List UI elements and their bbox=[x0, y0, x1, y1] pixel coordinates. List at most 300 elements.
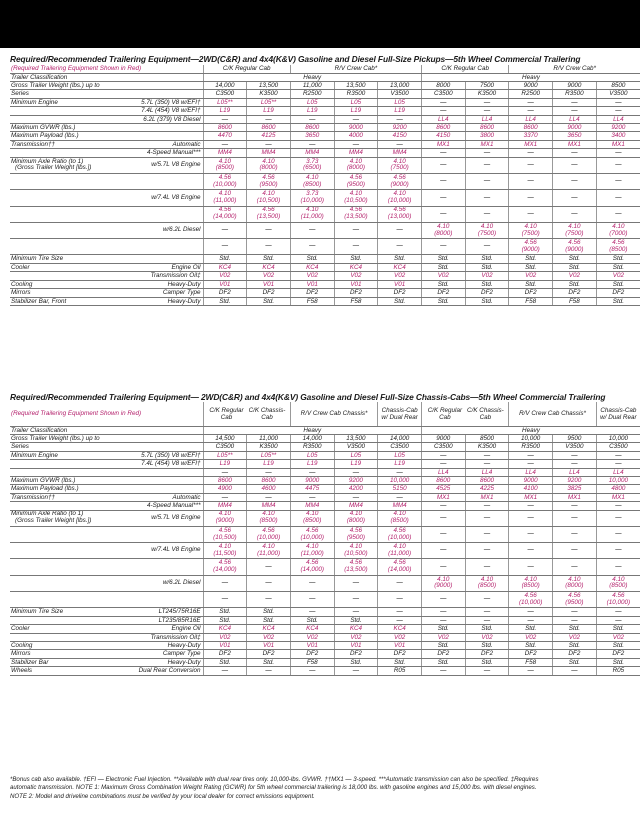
table-row bbox=[10, 493, 640, 501]
table-cell bbox=[596, 667, 640, 675]
classification-value: Heavy bbox=[421, 426, 640, 434]
table-cell bbox=[378, 485, 422, 493]
cell-line: — bbox=[309, 115, 316, 123]
table-cell bbox=[465, 289, 509, 297]
table-cell bbox=[290, 476, 334, 484]
table-cell bbox=[421, 650, 465, 658]
table-cell bbox=[509, 559, 553, 575]
cell-line: 9000 bbox=[348, 124, 363, 132]
cell-line: — bbox=[615, 451, 622, 459]
table-cell bbox=[509, 658, 553, 666]
cell-line: V01 bbox=[219, 641, 231, 649]
row-sublabel bbox=[123, 206, 203, 222]
table-cell bbox=[378, 502, 422, 510]
cell-line: (10,000) bbox=[606, 598, 631, 606]
table-cell bbox=[334, 592, 378, 608]
cell-line: DF2 bbox=[524, 289, 537, 297]
cell-line: Std. bbox=[481, 297, 493, 305]
table-row bbox=[10, 149, 640, 157]
cell-line: Std. bbox=[612, 263, 624, 271]
table-cell bbox=[247, 289, 291, 297]
table-cell bbox=[378, 239, 422, 255]
cell-line: DF2 bbox=[393, 289, 406, 297]
table-cell bbox=[247, 451, 291, 459]
cell-line: L05** bbox=[217, 451, 233, 459]
table-cell bbox=[509, 616, 553, 624]
table-cell bbox=[247, 174, 291, 190]
table-cell bbox=[290, 658, 334, 666]
row-label bbox=[10, 280, 123, 288]
table-cell bbox=[596, 650, 640, 658]
cell-line: Std. bbox=[262, 658, 275, 666]
table-cell bbox=[553, 641, 597, 649]
cell-line: — bbox=[615, 608, 622, 616]
table-cell bbox=[465, 658, 509, 666]
row-label bbox=[10, 124, 123, 132]
table-cell bbox=[334, 650, 378, 658]
row-label-text: Series bbox=[11, 90, 29, 98]
table-cell bbox=[247, 280, 291, 288]
table-cell bbox=[203, 157, 247, 173]
table-cell bbox=[290, 174, 334, 190]
cell-line: K3500 bbox=[477, 443, 497, 451]
table-cell bbox=[378, 149, 422, 157]
cell-line: — bbox=[352, 115, 360, 123]
table-cell bbox=[596, 263, 640, 271]
cell-line: — bbox=[571, 107, 578, 115]
cell-line: (7500) bbox=[565, 229, 584, 237]
cell-line: 4.10 bbox=[262, 190, 275, 198]
row-label bbox=[10, 90, 123, 98]
row-label bbox=[10, 451, 123, 459]
row-label-text: Series bbox=[11, 443, 29, 451]
table-cell bbox=[509, 115, 553, 123]
table-row bbox=[10, 510, 640, 526]
table-cell bbox=[421, 592, 465, 608]
table-cell bbox=[421, 575, 465, 591]
table-cell bbox=[596, 157, 640, 173]
cell-line: — bbox=[440, 177, 447, 185]
cell-line: KC4 bbox=[262, 263, 275, 271]
table-cell bbox=[465, 115, 509, 123]
table-cell bbox=[465, 485, 509, 493]
table-cell bbox=[553, 157, 597, 173]
table-cell bbox=[334, 476, 378, 484]
cell-line: — bbox=[309, 468, 316, 476]
cell-line: Std. bbox=[481, 255, 493, 263]
cell-line: 8600 bbox=[479, 124, 494, 132]
table-cell bbox=[247, 90, 291, 98]
cell-line: DF2 bbox=[437, 650, 450, 658]
cell-line: Std. bbox=[437, 280, 449, 288]
table-cell bbox=[290, 434, 334, 442]
table-cell bbox=[421, 174, 465, 190]
cell-line: 4.10 bbox=[218, 543, 231, 550]
table-cell bbox=[290, 297, 334, 305]
cell-line: Std. bbox=[350, 616, 362, 624]
table-cell bbox=[290, 608, 334, 616]
table-cell bbox=[378, 476, 422, 484]
table-cell bbox=[247, 190, 291, 206]
table-cell bbox=[596, 115, 640, 123]
table-cell bbox=[509, 289, 553, 297]
table-cell bbox=[203, 82, 247, 90]
table-cell bbox=[247, 222, 291, 238]
cell-line: 4.10 bbox=[306, 173, 319, 181]
cell-line: — bbox=[440, 595, 447, 603]
cell-line: 4.10 bbox=[262, 157, 275, 165]
table-cell bbox=[378, 206, 422, 222]
table-cell bbox=[203, 667, 247, 675]
cell-line: Std. bbox=[612, 658, 624, 666]
table-cell bbox=[553, 272, 597, 280]
cell-line: — bbox=[571, 513, 578, 521]
row-label-text: Minimum Axle Ratio (to 1) bbox=[11, 510, 84, 518]
table-cell bbox=[290, 650, 334, 658]
row-label-text: Maximum GVWR (lbs.) bbox=[11, 124, 76, 132]
cell-line: — bbox=[527, 667, 534, 675]
cell-line: 8000 bbox=[436, 82, 451, 90]
cell-line: — bbox=[527, 546, 534, 554]
table-cell bbox=[553, 625, 597, 633]
row-label-text: Cooler bbox=[11, 263, 30, 271]
table-cell bbox=[596, 82, 640, 90]
table-cell bbox=[465, 510, 509, 526]
cell-line: LL4 bbox=[569, 468, 580, 476]
table-cell bbox=[334, 157, 378, 173]
table-cell bbox=[203, 493, 247, 501]
group-header bbox=[596, 402, 640, 426]
footnote-line: *Bonus cab also available. †EFI — Electronic Fuel Injection. **Available with dual rear tires only. 10,000-lbs. GVWR. ††MX1 — 3-speed. ***Automatic transmission can also be specified. ‡Requires bbox=[10, 776, 539, 783]
table-cell bbox=[509, 272, 553, 280]
cell-line: DF2 bbox=[612, 289, 625, 297]
table-cell bbox=[290, 255, 334, 263]
table-cell bbox=[553, 90, 597, 98]
table-cell bbox=[596, 107, 640, 115]
cell-line: — bbox=[396, 608, 403, 616]
table-cell bbox=[465, 543, 509, 559]
table-cell bbox=[553, 667, 597, 675]
cell-line: 4.10 bbox=[306, 510, 319, 518]
cell-line: LL4 bbox=[613, 468, 624, 476]
table-row bbox=[10, 157, 640, 173]
row-sublabel: Heavy-Duty bbox=[123, 280, 203, 288]
pickups-section bbox=[0, 54, 640, 306]
table-cell bbox=[596, 476, 640, 484]
row-sublabel bbox=[123, 132, 203, 140]
cell-line: — bbox=[527, 460, 534, 468]
table-cell bbox=[421, 115, 465, 123]
table-cell bbox=[509, 255, 553, 263]
cell-line: MM4 bbox=[305, 502, 320, 510]
table-cell bbox=[509, 263, 553, 271]
table-cell bbox=[290, 115, 334, 123]
cell-line: 4.56 bbox=[218, 206, 231, 214]
cell-line: — bbox=[309, 493, 316, 501]
table-cell bbox=[203, 434, 247, 442]
table-cell bbox=[247, 633, 291, 641]
cell-line: L19 bbox=[394, 107, 405, 115]
cell-line: 9200 bbox=[348, 476, 363, 484]
cell-line: LL4 bbox=[481, 468, 493, 476]
cell-line: KC4 bbox=[349, 625, 363, 633]
table-cell bbox=[334, 90, 378, 98]
cell-line: 8600 bbox=[436, 124, 451, 132]
cell-line: — bbox=[396, 226, 403, 234]
table-cell bbox=[421, 434, 465, 442]
row-sublabel: Engine Oil bbox=[123, 263, 203, 271]
cell-line: — bbox=[396, 468, 403, 476]
table-row bbox=[10, 502, 640, 510]
table-cell bbox=[290, 107, 334, 115]
table-cell bbox=[553, 451, 597, 459]
row-sublabel: Dual Rear Conversion bbox=[123, 667, 203, 675]
cell-line: V02 bbox=[481, 272, 493, 280]
group-header-part: C/K Regular Cab bbox=[209, 406, 244, 421]
row-label bbox=[10, 543, 123, 559]
table-cell bbox=[465, 222, 509, 238]
table-cell bbox=[290, 190, 334, 206]
cell-line: 4600 bbox=[261, 485, 276, 493]
cell-line: R3500 bbox=[565, 90, 584, 98]
table-cell bbox=[290, 90, 334, 98]
cell-line: Std. bbox=[394, 255, 406, 263]
row-label bbox=[10, 140, 123, 148]
cell-line: C3500 bbox=[434, 90, 453, 98]
cell-line: 4.10 bbox=[437, 222, 450, 230]
cell-line: — bbox=[527, 562, 534, 570]
table-cell bbox=[553, 140, 597, 148]
cell-line: (10,000) bbox=[300, 196, 324, 204]
table-cell bbox=[247, 543, 291, 559]
cell-line: MX1 bbox=[480, 140, 494, 148]
table-cell bbox=[596, 468, 640, 476]
cell-line: (10,000) bbox=[518, 598, 543, 606]
row-sublabel bbox=[123, 124, 203, 132]
table-cell bbox=[378, 115, 422, 123]
table-row bbox=[10, 190, 640, 206]
table-row bbox=[10, 650, 640, 658]
table-cell bbox=[378, 255, 422, 263]
cell-line: 10,000 bbox=[521, 434, 541, 442]
cell-line: (9000) bbox=[565, 245, 584, 253]
group-header: C/K Regular Cab bbox=[421, 65, 508, 73]
cell-line: V02 bbox=[437, 633, 449, 641]
cell-line: — bbox=[527, 177, 534, 185]
cell-line: — bbox=[440, 562, 447, 570]
cell-line: Std. bbox=[262, 255, 275, 263]
table-cell bbox=[509, 434, 553, 442]
row-sublabel: w/6.2L Diesel bbox=[123, 222, 203, 238]
cell-line: V01 bbox=[350, 641, 362, 649]
table-cell bbox=[203, 443, 247, 451]
cell-line: DF2 bbox=[612, 650, 625, 658]
cell-line: 5150 bbox=[392, 485, 407, 493]
table-cell bbox=[247, 616, 291, 624]
cell-line: 4.56 bbox=[306, 559, 319, 567]
row-sublabel bbox=[123, 476, 203, 484]
cell-line: — bbox=[571, 460, 578, 468]
footnotes bbox=[10, 776, 635, 801]
table-cell bbox=[290, 633, 334, 641]
cell-line: MM4 bbox=[261, 502, 276, 510]
cell-line: 4900 bbox=[217, 485, 232, 493]
cell-line: L05 bbox=[394, 98, 405, 106]
table-cell bbox=[465, 526, 509, 542]
cell-line: 4.10 bbox=[393, 510, 406, 518]
cell-line: — bbox=[265, 595, 272, 603]
table-row bbox=[10, 543, 640, 559]
cell-line: (8500) bbox=[390, 517, 409, 525]
table-cell bbox=[421, 608, 465, 616]
row-label: Trailer Classification bbox=[10, 73, 203, 81]
cell-line: 4100 bbox=[523, 485, 538, 493]
table-cell bbox=[378, 297, 422, 305]
cell-line: MX1 bbox=[524, 493, 538, 501]
cell-line: L05 bbox=[350, 451, 362, 459]
row-label bbox=[10, 222, 123, 238]
cell-line: — bbox=[571, 530, 578, 538]
table-cell bbox=[596, 633, 640, 641]
table-cell bbox=[596, 502, 640, 510]
cell-line: Std. bbox=[262, 297, 275, 305]
table-cell bbox=[509, 575, 553, 591]
row-label bbox=[10, 616, 123, 624]
table-cell bbox=[509, 476, 553, 484]
row-label bbox=[10, 272, 123, 280]
cell-line: 4.56 bbox=[612, 591, 625, 599]
cell-line: 4.10 bbox=[306, 543, 319, 550]
group-header-part: R/V Crew Cab Chassis* bbox=[519, 410, 586, 418]
cell-line: MX1 bbox=[611, 140, 625, 148]
table-cell bbox=[596, 510, 640, 526]
cell-line: — bbox=[527, 107, 534, 115]
table-cell bbox=[421, 90, 465, 98]
table-cell bbox=[203, 107, 247, 115]
cell-line: — bbox=[440, 460, 447, 468]
cell-line: — bbox=[615, 562, 622, 570]
table-cell bbox=[334, 239, 378, 255]
table-cell bbox=[421, 625, 465, 633]
table-cell bbox=[247, 641, 291, 649]
row-label bbox=[10, 650, 123, 658]
table-cell bbox=[465, 174, 509, 190]
cell-line: (8000) bbox=[434, 229, 453, 237]
table-cell bbox=[378, 90, 422, 98]
row-sublabel bbox=[123, 526, 203, 542]
table-row bbox=[10, 115, 640, 123]
cell-line: Std. bbox=[437, 641, 449, 649]
cell-line: — bbox=[527, 502, 534, 510]
cell-line: — bbox=[396, 595, 403, 603]
row-sublabel: Transmission Oil‡ bbox=[123, 272, 203, 280]
group-header-row bbox=[10, 402, 640, 426]
table-cell bbox=[596, 485, 640, 493]
table-cell bbox=[203, 140, 247, 148]
row-label-text: Gross Trailer Weight (lbs.) up to bbox=[11, 434, 100, 442]
cell-line: 8600 bbox=[261, 124, 276, 132]
cell-line: L05 bbox=[394, 451, 405, 459]
cell-line: — bbox=[571, 667, 578, 675]
cell-line: (10,000) bbox=[387, 196, 412, 204]
cell-line: MM4 bbox=[392, 502, 407, 510]
table-cell bbox=[334, 559, 378, 575]
table-cell bbox=[465, 272, 509, 280]
table-cell bbox=[290, 460, 334, 468]
table-cell bbox=[290, 543, 334, 559]
table-cell bbox=[290, 149, 334, 157]
table-row bbox=[10, 658, 640, 666]
table-cell bbox=[334, 132, 378, 140]
table-cell bbox=[553, 132, 597, 140]
cell-line: C3500 bbox=[215, 90, 235, 98]
cell-line: Std. bbox=[219, 608, 231, 616]
table-cell bbox=[247, 658, 291, 666]
table-cell bbox=[378, 174, 422, 190]
cell-line: 11,000 bbox=[302, 82, 322, 90]
table-row bbox=[10, 272, 640, 280]
table-cell bbox=[553, 190, 597, 206]
table-cell bbox=[465, 434, 509, 442]
table-cell bbox=[378, 510, 422, 526]
table-cell bbox=[596, 460, 640, 468]
cell-line: Std. bbox=[525, 255, 537, 263]
table-cell bbox=[203, 650, 247, 658]
cell-line: (10,500) bbox=[344, 549, 368, 557]
cell-line: KC4 bbox=[349, 263, 363, 271]
table-cell bbox=[596, 289, 640, 297]
cell-line: KC4 bbox=[306, 625, 319, 633]
table-cell bbox=[596, 124, 640, 132]
cell-line: — bbox=[440, 530, 447, 538]
table-cell bbox=[378, 124, 422, 132]
table-cell bbox=[334, 667, 378, 675]
row-label bbox=[10, 502, 123, 510]
row-sublabel: Automatic bbox=[123, 140, 203, 148]
cell-line: Std. bbox=[525, 625, 537, 633]
table-cell bbox=[378, 451, 422, 459]
row-label-text: Transmission†† bbox=[11, 140, 55, 148]
table-cell bbox=[334, 174, 378, 190]
table-cell bbox=[334, 485, 378, 493]
cell-line: (9000) bbox=[215, 517, 234, 525]
table-cell bbox=[421, 272, 465, 280]
black-header-band bbox=[0, 0, 640, 48]
table-cell bbox=[553, 608, 597, 616]
cell-line: — bbox=[571, 209, 578, 217]
table-cell bbox=[421, 451, 465, 459]
cell-line: V01 bbox=[306, 641, 318, 649]
row-label bbox=[10, 526, 123, 542]
table-cell bbox=[421, 124, 465, 132]
cell-line: Std. bbox=[612, 625, 624, 633]
cell-line: Std. bbox=[525, 280, 537, 288]
cell-line: — bbox=[527, 608, 534, 616]
table-cell bbox=[465, 255, 509, 263]
cell-line: V3500 bbox=[390, 90, 409, 98]
cell-line: (14,000) bbox=[387, 566, 412, 574]
table-row bbox=[10, 633, 640, 641]
cell-line: C3500 bbox=[609, 443, 628, 451]
table-cell bbox=[247, 124, 291, 132]
cell-line: 4.10 bbox=[393, 157, 406, 165]
table-cell bbox=[553, 485, 597, 493]
cell-line: 4.56 bbox=[349, 526, 363, 534]
cell-line: 9200 bbox=[567, 476, 582, 484]
cell-line: MX1 bbox=[611, 493, 625, 501]
table-cell bbox=[290, 493, 334, 501]
cell-line: KC4 bbox=[306, 263, 319, 271]
